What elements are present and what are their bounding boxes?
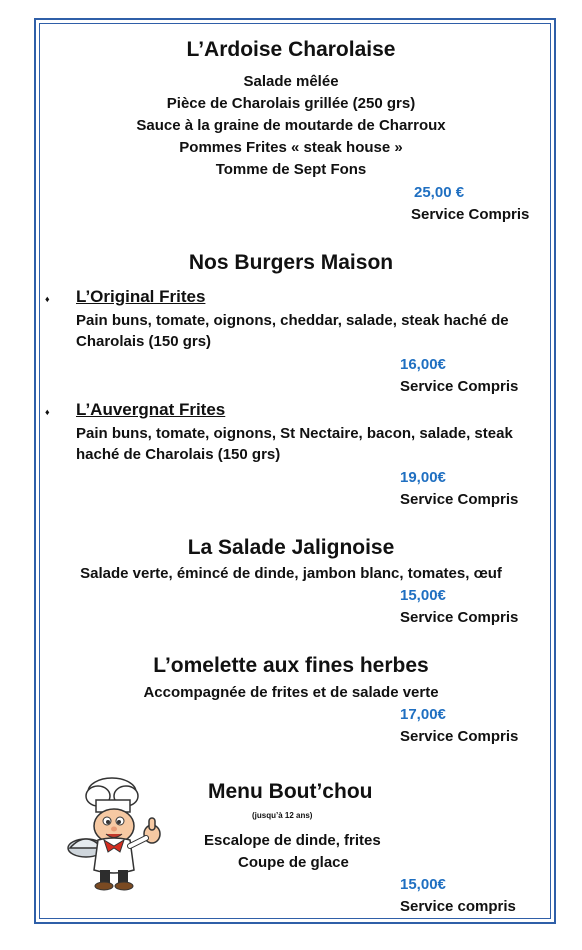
omelette-title: L’omelette aux fines herbes (153, 654, 429, 677)
omelette-service: Service Compris (400, 728, 519, 745)
burger-name: L’Auvergnat Frites (76, 400, 226, 419)
enfant-price: 15,00€ (400, 876, 446, 893)
burger-price: 16,00€ (400, 356, 446, 373)
burger-desc: Charolais (150 grs) (76, 333, 212, 350)
enfant-title: Menu Bout’chou (208, 780, 373, 803)
ardoise-line: Salade mêlée (243, 73, 339, 90)
burgers-title: Nos Burgers Maison (188, 251, 394, 274)
enfant-line: Coupe de glace (238, 854, 349, 871)
chef-illustration-icon (64, 774, 174, 894)
burger-service: Service Compris (400, 378, 519, 395)
omelette-desc: Accompagnée de frites et de salade verte (143, 684, 439, 701)
ardoise-price: 25,00 € (414, 184, 465, 201)
burger-desc: Pain buns, tomate, oignons, cheddar, salade, steak haché de (76, 312, 509, 329)
salade-service: Service Compris (400, 609, 519, 626)
burger-price: 19,00€ (400, 469, 446, 486)
burger-desc: haché de Charolais (150 grs) (76, 446, 281, 463)
diamond-bullet-icon: ♦ (45, 407, 50, 417)
diamond-bullet-icon: ♦ (45, 294, 50, 304)
burger-desc: Pain buns, tomate, oignons, St Nectaire, bacon, salade, steak (76, 425, 513, 442)
ardoise-line: Tomme de Sept Fons (215, 161, 367, 178)
omelette-price: 17,00€ (400, 706, 446, 723)
ardoise-service: Service Compris (411, 206, 530, 223)
salade-title: La Salade Jalignoise (187, 536, 395, 559)
salade-desc: Salade verte, émincé de dinde, jambon blanc, tomates, œuf (80, 565, 502, 582)
burger-service: Service Compris (400, 491, 519, 508)
salade-price: 15,00€ (400, 587, 446, 604)
ardoise-title: L’Ardoise Charolaise (186, 38, 396, 61)
enfant-service: Service compris (400, 898, 516, 915)
ardoise-line: Sauce à la graine de moutarde de Charroux (136, 117, 446, 134)
enfant-note: (jusqu’à 12 ans) (252, 811, 313, 820)
ardoise-line: Pièce de Charolais grillée (250 grs) (166, 95, 416, 112)
burger-name: L’Original Frites (76, 287, 206, 306)
ardoise-line: Pommes Frites « steak house » (179, 139, 403, 156)
enfant-line: Escalope de dinde, frites (204, 832, 381, 849)
